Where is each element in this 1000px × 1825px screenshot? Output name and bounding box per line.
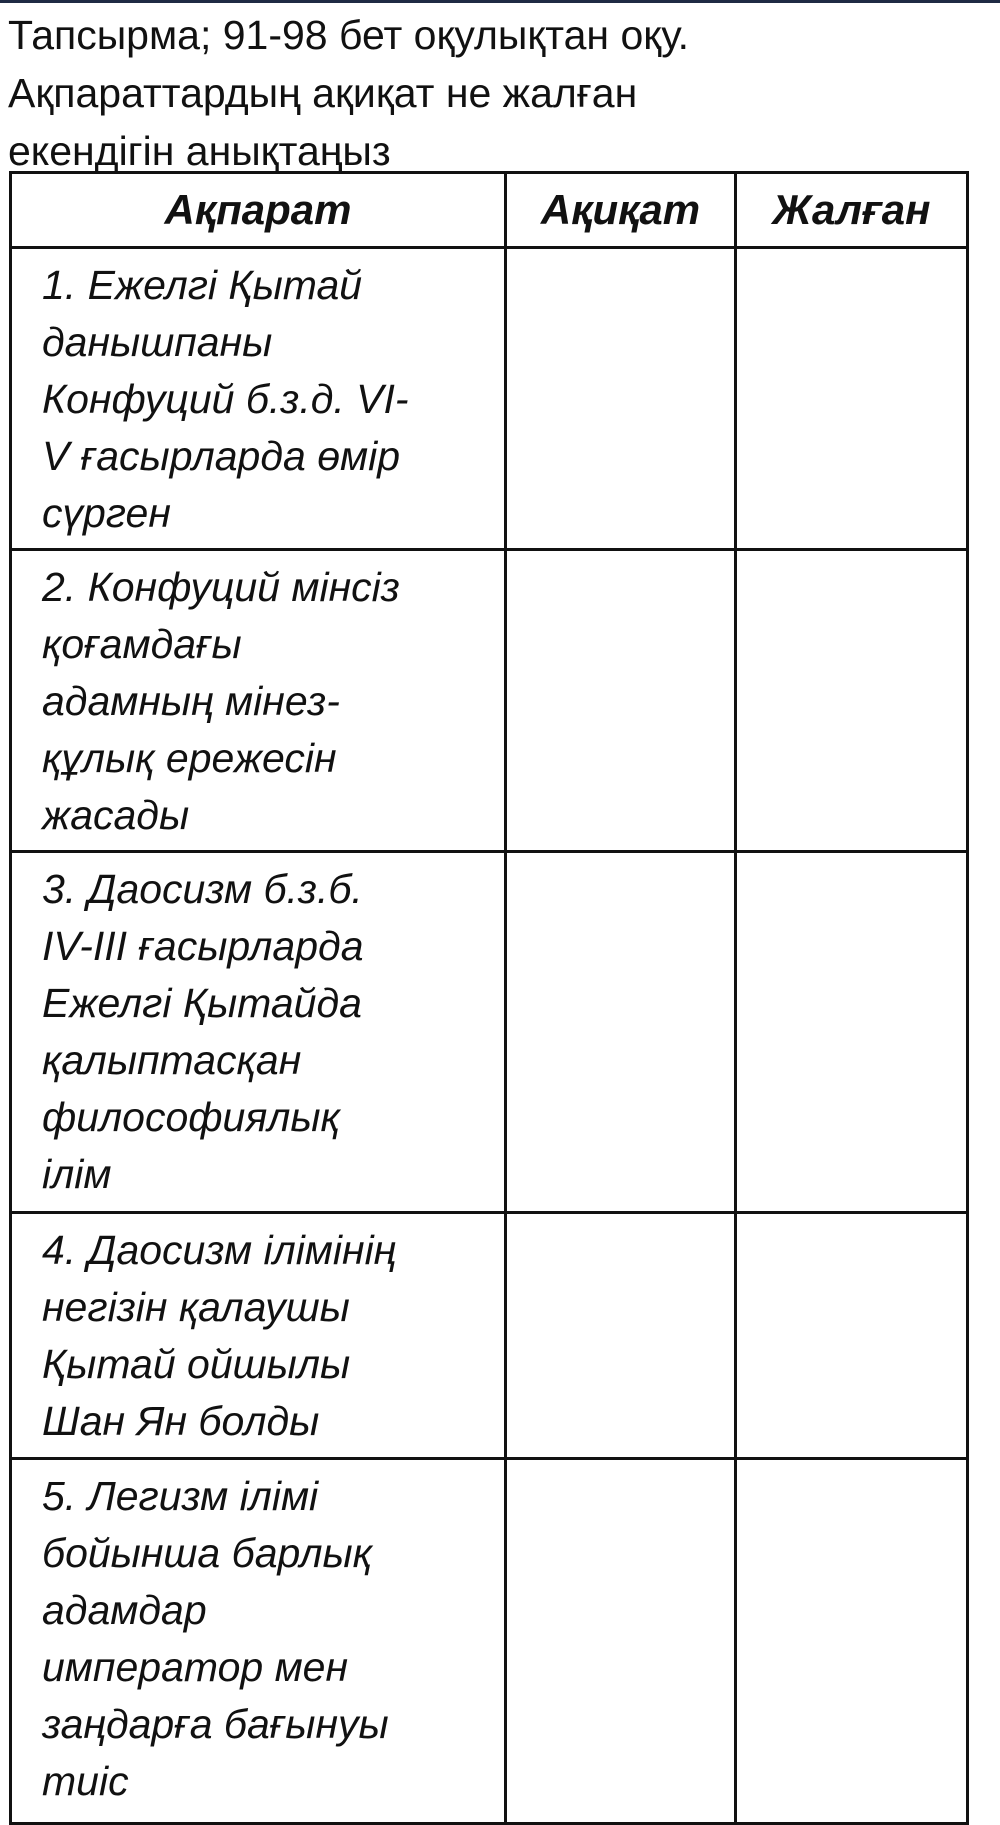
statement-line: Қытай ойшылы	[42, 1341, 351, 1387]
statement-line: жасады	[42, 792, 190, 838]
header-false: Жалған	[736, 173, 968, 248]
statement-line: Шан Ян болды	[42, 1398, 320, 1444]
statement-line: император мен	[42, 1644, 349, 1690]
false-answer-cell[interactable]	[736, 1459, 968, 1824]
true-answer-cell[interactable]	[506, 248, 736, 550]
statement-cell	[11, 852, 506, 1213]
false-answer-cell[interactable]	[736, 852, 968, 1213]
statement-cell	[11, 1459, 506, 1824]
statement-cell	[11, 550, 506, 852]
true-false-table	[9, 171, 969, 1825]
statement-line: заңдарға бағынуы	[42, 1701, 389, 1747]
header-statement: Ақпарат	[11, 173, 506, 248]
statement-line: философиялық	[42, 1094, 340, 1140]
true-answer-cell[interactable]	[506, 1213, 736, 1459]
table-row	[11, 1459, 968, 1824]
false-answer-cell[interactable]	[736, 550, 968, 852]
task-line: екендігін анықтаңыз	[8, 128, 391, 174]
true-answer-cell[interactable]	[506, 852, 736, 1213]
top-rule	[0, 0, 1000, 3]
task-instructions	[8, 6, 993, 180]
statement-line: адамдар	[42, 1587, 207, 1633]
statement-line: IV-III ғасырларда	[42, 923, 364, 969]
statement-line: 3. Даосизм б.з.б.	[42, 866, 363, 912]
table-row	[11, 852, 968, 1213]
statement-line: 2. Конфуций мінсіз	[42, 564, 400, 610]
statement-line: 4. Даосизм ілімінің	[42, 1227, 397, 1273]
statement-line: сүрген	[42, 490, 171, 536]
table-row	[11, 550, 968, 852]
header-true: Ақиқат	[506, 173, 736, 248]
task-line: Тапсырма; 91-98 бет оқулықтан оқу.	[8, 12, 689, 58]
true-answer-cell[interactable]	[506, 1459, 736, 1824]
table-row	[11, 1213, 968, 1459]
statement-line: тиіс	[42, 1758, 129, 1804]
statement-line: бойынша барлық	[42, 1530, 373, 1576]
statement-line: данышпаны	[42, 319, 273, 365]
statement-line: құлық ережесін	[42, 735, 337, 781]
table-header-row	[11, 173, 968, 248]
false-answer-cell[interactable]	[736, 1213, 968, 1459]
statement-line: 5. Легизм ілімі	[42, 1473, 319, 1519]
statement-cell	[11, 1213, 506, 1459]
statement-line: қоғамдағы	[42, 621, 242, 667]
statement-line: қалыптасқан	[42, 1037, 302, 1083]
statement-line: 1. Ежелгі Қытай	[42, 262, 363, 308]
true-answer-cell[interactable]	[506, 550, 736, 852]
task-line: Ақпараттардың ақиқат не жалған	[8, 70, 638, 116]
statement-cell	[11, 248, 506, 550]
statement-line: Ежелгі Қытайда	[42, 980, 362, 1026]
statement-line: ілім	[42, 1151, 112, 1197]
false-answer-cell[interactable]	[736, 248, 968, 550]
statement-line: Конфуций б.з.д. VI-	[42, 376, 409, 422]
statement-line: адамның мінез-	[42, 678, 340, 724]
statement-line: негізін қалаушы	[42, 1284, 350, 1330]
statement-line: V ғасырларда өмір	[42, 433, 401, 479]
table-row	[11, 248, 968, 550]
